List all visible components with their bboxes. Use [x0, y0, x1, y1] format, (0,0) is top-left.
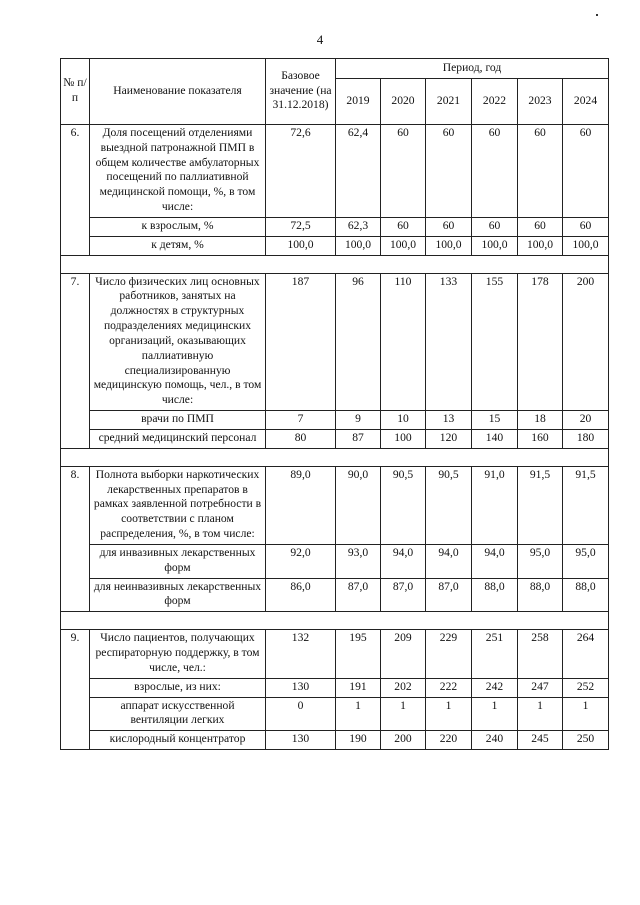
- year-value: 202: [381, 678, 426, 697]
- year-value: 200: [563, 273, 609, 410]
- table-row: [61, 578, 609, 612]
- year-value: 247: [518, 678, 563, 697]
- base-value: 130: [266, 678, 336, 697]
- year-value: 191: [336, 678, 381, 697]
- year-value: 100,0: [381, 236, 426, 255]
- year-value: 240: [472, 731, 518, 750]
- section-gap: [61, 255, 609, 273]
- year-value: 1: [381, 697, 426, 731]
- year-value: 96: [336, 273, 381, 410]
- indicator-name: к детям, %: [90, 236, 266, 255]
- year-value: 87,0: [426, 578, 472, 612]
- indicator-name: средний медицинский персонал: [90, 429, 266, 448]
- col-header-name: Наименование показателя: [90, 59, 266, 125]
- year-value: 94,0: [472, 544, 518, 578]
- col-header-year: 2019: [336, 79, 381, 125]
- indicator-name: для неинвазивных лекарственных форм: [90, 578, 266, 612]
- year-value: 20: [563, 411, 609, 430]
- col-header-year: 2023: [518, 79, 563, 125]
- year-value: 222: [426, 678, 472, 697]
- year-value: 120: [426, 429, 472, 448]
- year-value: 100,0: [336, 236, 381, 255]
- indicator-name: Число физических лиц основных работников, занятых на должностях в структурных подразделениях медицинских организаций, оказывающих паллиативную специализированную медицинскую помощь, чел., в том числе:: [90, 273, 266, 410]
- year-value: 60: [381, 125, 426, 218]
- indicator-name: кислородный концентратор: [90, 731, 266, 750]
- col-header-year: 2021: [426, 79, 472, 125]
- gap-cell: [61, 612, 609, 630]
- year-value: 100,0: [563, 236, 609, 255]
- year-value: 220: [426, 731, 472, 750]
- year-value: 87,0: [336, 578, 381, 612]
- page-number: 4: [316, 32, 324, 47]
- table-row: [61, 236, 609, 255]
- col-header-num: № п/п: [61, 59, 90, 125]
- year-value: 87,0: [381, 578, 426, 612]
- base-value: 132: [266, 630, 336, 678]
- year-value: 1: [563, 697, 609, 731]
- table-row: [61, 678, 609, 697]
- table-row: [61, 217, 609, 236]
- year-value: 250: [563, 731, 609, 750]
- year-value: 100: [381, 429, 426, 448]
- table-row: [61, 697, 609, 731]
- year-value: 180: [563, 429, 609, 448]
- year-value: 60: [426, 217, 472, 236]
- year-value: 140: [472, 429, 518, 448]
- table-row: [61, 630, 609, 678]
- base-value: 100,0: [266, 236, 336, 255]
- year-value: 60: [472, 217, 518, 236]
- col-header-year: 2024: [563, 79, 609, 125]
- row-number: 7.: [61, 273, 90, 448]
- year-value: 60: [381, 217, 426, 236]
- indicator-name: взрослые, из них:: [90, 678, 266, 697]
- year-value: 13: [426, 411, 472, 430]
- year-value: 90,5: [426, 466, 472, 544]
- year-value: 60: [426, 125, 472, 218]
- year-value: 245: [518, 731, 563, 750]
- year-value: 93,0: [336, 544, 381, 578]
- gap-cell: [61, 255, 609, 273]
- year-value: 95,0: [518, 544, 563, 578]
- header-row-1: [61, 59, 609, 79]
- year-value: 88,0: [518, 578, 563, 612]
- base-value: 72,5: [266, 217, 336, 236]
- base-value: 92,0: [266, 544, 336, 578]
- year-value: 60: [563, 125, 609, 218]
- year-value: 95,0: [563, 544, 609, 578]
- row-number: 9.: [61, 630, 90, 750]
- year-value: 88,0: [472, 578, 518, 612]
- year-value: 94,0: [381, 544, 426, 578]
- col-header-year: 2020: [381, 79, 426, 125]
- year-value: 100,0: [426, 236, 472, 255]
- year-value: 155: [472, 273, 518, 410]
- year-value: 258: [518, 630, 563, 678]
- table-row: [61, 429, 609, 448]
- year-value: 264: [563, 630, 609, 678]
- base-value: 89,0: [266, 466, 336, 544]
- year-value: 60: [518, 217, 563, 236]
- year-value: 62,3: [336, 217, 381, 236]
- year-value: 1: [472, 697, 518, 731]
- year-value: 229: [426, 630, 472, 678]
- base-value: 80: [266, 429, 336, 448]
- indicator-name: для инвазивных лекарственных форм: [90, 544, 266, 578]
- year-value: 200: [381, 731, 426, 750]
- year-value: 9: [336, 411, 381, 430]
- base-value: 130: [266, 731, 336, 750]
- year-value: 15: [472, 411, 518, 430]
- indicator-name: аппарат искусственной вентиляции легких: [90, 697, 266, 731]
- year-value: 252: [563, 678, 609, 697]
- year-value: 10: [381, 411, 426, 430]
- year-value: 87: [336, 429, 381, 448]
- scan-dot: [596, 14, 598, 16]
- base-value: 86,0: [266, 578, 336, 612]
- indicator-name: Число пациентов, получающих респираторную поддержку, в том числе, чел.:: [90, 630, 266, 678]
- year-value: 88,0: [563, 578, 609, 612]
- year-value: 209: [381, 630, 426, 678]
- year-value: 91,0: [472, 466, 518, 544]
- base-value: 72,6: [266, 125, 336, 218]
- section-gap: [61, 448, 609, 466]
- table-row: [61, 411, 609, 430]
- year-value: 62,4: [336, 125, 381, 218]
- year-value: 90,5: [381, 466, 426, 544]
- year-value: 133: [426, 273, 472, 410]
- section-gap: [61, 612, 609, 630]
- row-number: 6.: [61, 125, 90, 256]
- col-header-base: Базовое значение (на 31.12.2018): [266, 59, 336, 125]
- table-body: [61, 125, 609, 750]
- col-header-year: 2022: [472, 79, 518, 125]
- year-value: 94,0: [426, 544, 472, 578]
- year-value: 1: [426, 697, 472, 731]
- gap-cell: [61, 448, 609, 466]
- year-value: 190: [336, 731, 381, 750]
- year-value: 242: [472, 678, 518, 697]
- base-value: 187: [266, 273, 336, 410]
- year-value: 60: [518, 125, 563, 218]
- indicator-name: Доля посещений отделениями выездной патронажной ПМП в общем количестве амбулаторных посещений по паллиативной медицинской помощи, %, в том числе:: [90, 125, 266, 218]
- indicator-name: к взрослым, %: [90, 217, 266, 236]
- row-number: 8.: [61, 466, 90, 611]
- year-value: 110: [381, 273, 426, 410]
- year-value: 178: [518, 273, 563, 410]
- year-value: 60: [472, 125, 518, 218]
- year-value: 1: [518, 697, 563, 731]
- year-value: 100,0: [518, 236, 563, 255]
- year-value: 60: [563, 217, 609, 236]
- indicators-table: [60, 58, 609, 750]
- table-row: [61, 544, 609, 578]
- year-value: 91,5: [518, 466, 563, 544]
- year-value: 160: [518, 429, 563, 448]
- indicator-name: врачи по ПМП: [90, 411, 266, 430]
- table-row: [61, 731, 609, 750]
- year-value: 100,0: [472, 236, 518, 255]
- year-value: 90,0: [336, 466, 381, 544]
- year-value: 91,5: [563, 466, 609, 544]
- col-header-period: Период, год: [336, 59, 609, 79]
- year-value: 1: [336, 697, 381, 731]
- indicator-name: Полнота выборки наркотических лекарственных препаратов в рамках заявленной потребности в соответствии с планом распределения, %, в том числе:: [90, 466, 266, 544]
- year-value: 195: [336, 630, 381, 678]
- table-row: [61, 125, 609, 218]
- base-value: 0: [266, 697, 336, 731]
- year-value: 251: [472, 630, 518, 678]
- table-row: [61, 466, 609, 544]
- year-value: 18: [518, 411, 563, 430]
- base-value: 7: [266, 411, 336, 430]
- table-row: [61, 273, 609, 410]
